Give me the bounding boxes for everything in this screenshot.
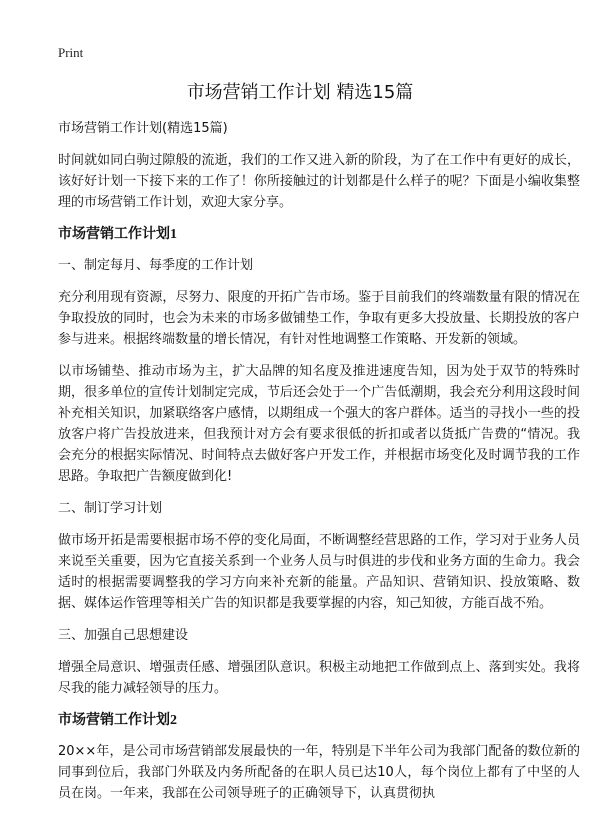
section1-item3-paragraph-1: 增强全局意识、增强责任感、增强团队意识。积极主动地把工作做到点上、落到实处。我将尽我的能力减轻领导的压力。 [58, 660, 580, 696]
document-body [58, 118, 580, 815]
section1-item1-paragraph-1: 充分利用现有资源，尽努力、限度的开拓广告市场。鉴于目前我们的终端数量有限的情况在争取投放的同时，也会为未来的市场多做铺垫工作，争取有更多大投放量、长期投放的客户参与进来。根据终端数量的增长情况，有针对性地调整工作策略、开发新的领域。 [58, 290, 580, 347]
section1-item1-title: 一、制定每月、每季度的工作计划 [58, 258, 254, 273]
section1-item2-title: 二、制订学习计划 [58, 501, 163, 516]
intro-paragraph: 时间就如同白驹过隙般的流逝，我们的工作又进入新的阶段，为了在工作中有更好的成长，该好好计划一下接下来的工作了！你所接触过的计划都是什么样子的呢？下面是小编收集整理的市场营销工作计划，欢迎大家分享。 [58, 153, 580, 210]
page-title: 市场营销工作计划 精选15篇 [186, 82, 414, 103]
print-link[interactable]: Print [58, 45, 84, 60]
section-heading-2: 市场营销工作计划2 [58, 713, 177, 728]
section-heading-1: 市场营销工作计划1 [58, 227, 177, 242]
section2-paragraph-1: 20××年，是公司市场营销部发展最快的一年，特别是下半年公司为我部门配备的数位新的同事到位后，我部门外联及内务所配备的在职人员已达10人，每个岗位上都有了中坚的人员在岗。一年来，我部在公司领导班子的正确领导下，认真贯彻执 [58, 744, 580, 801]
section1-item2-paragraph-1: 做市场开拓是需要根据市场不停的变化局面，不断调整经营思路的工作，学习对于业务人员来说至关重要，因为它直接关系到一个业务人员与时俱进的步伐和业务方面的生命力。我会适时的根据需要调整我的学习方向来补充新的能量。产品知识、营销知识、投放策略、数据、媒体运作管理等相关广告的知识都是我要掌握的内容，知己知彼，方能百战不殆。 [58, 533, 580, 611]
section1-item1-paragraph-2: 以市场铺垫、推动市场为主，扩大品牌的知名度及推进速度告知，因为处于双节的特殊时期，很多单位的宣传计划制定完成，节后还会处于一个广告低潮期，我会充分利用这段时间补充相关知识，加紧联络客户感情，以期组成一个强大的客户群体。适当的寻找小一些的投放客户将广告投放进来，但我预计对方会有要求很低的折扣或者以货抵广告费的“情况。我会充分的根据实际情况、时间特点去做好客户开发工作，并根据市场变化及时调节我的工作思路。争取把广告额度做到化! [58, 364, 580, 484]
section1-item3-title: 三、加强自己思想建设 [58, 628, 189, 643]
document-subtitle: 市场营销工作计划(精选15篇) [58, 121, 228, 136]
